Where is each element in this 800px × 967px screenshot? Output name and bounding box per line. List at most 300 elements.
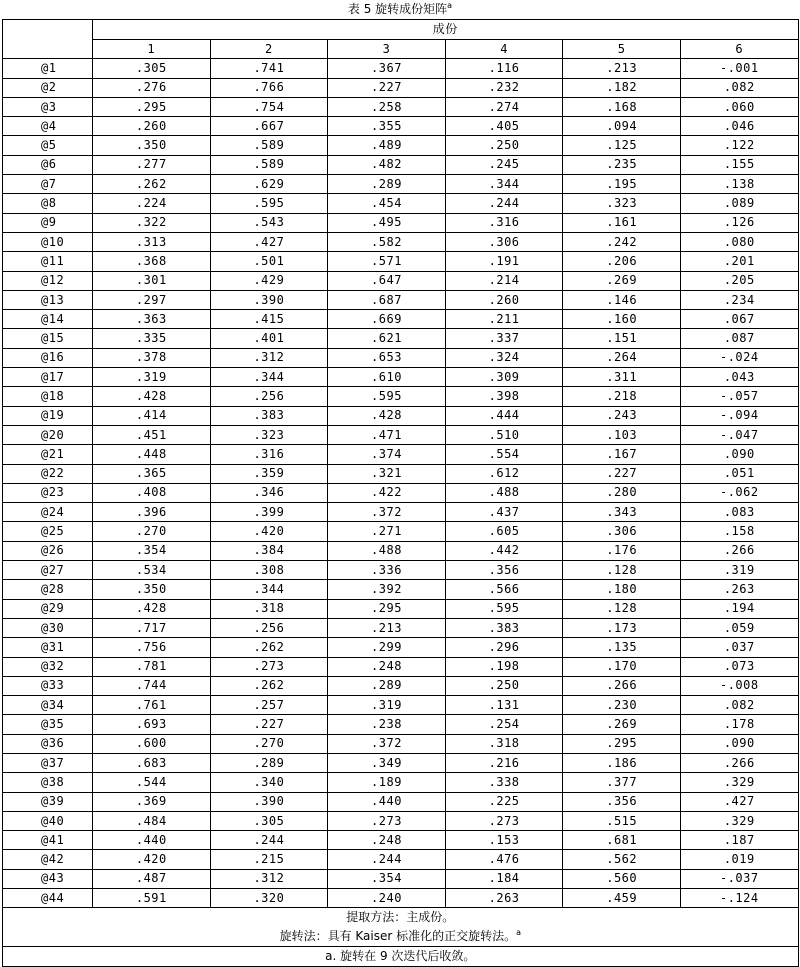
table-cell: .295 [328,599,446,618]
table-cell: .368 [93,252,211,271]
table-row [3,483,799,502]
table-row [3,773,799,792]
table-cell: .372 [328,734,446,753]
table-cell: .234 [680,290,798,309]
table-cell: .067 [680,310,798,329]
table-cell: .225 [445,792,563,811]
table-cell: .216 [445,753,563,772]
table-cell: .019 [680,850,798,869]
table-cell: .454 [328,194,446,213]
table-cell: .248 [328,657,446,676]
table-row [3,618,799,637]
table-cell: .073 [680,657,798,676]
table-cell: .289 [328,175,446,194]
footnote-rotation [3,927,799,947]
column-header-row [3,40,799,59]
table-cell: .349 [328,753,446,772]
table-cell: .135 [563,638,681,657]
table-cell: .396 [93,503,211,522]
table-cell: .544 [93,773,211,792]
table-cell: .170 [563,657,681,676]
table-cell: .398 [445,387,563,406]
table-cell: .260 [445,290,563,309]
row-label: @3 [3,97,93,116]
table-cell: .232 [445,78,563,97]
table-cell: .250 [445,136,563,155]
table-cell: .312 [210,869,328,888]
table-cell: .781 [93,657,211,676]
table-cell: .683 [93,753,211,772]
table-cell: .297 [93,290,211,309]
table-cell: .211 [445,310,563,329]
table-cell: .566 [445,580,563,599]
table-cell: .367 [328,59,446,78]
row-label: @21 [3,445,93,464]
table-cell: .309 [445,368,563,387]
row-label: @23 [3,483,93,502]
table-cell: .178 [680,715,798,734]
table-cell: .488 [328,541,446,560]
row-label: @12 [3,271,93,290]
table-cell: .271 [328,522,446,541]
table-cell: .312 [210,348,328,367]
table-cell: .612 [445,464,563,483]
table-cell: .482 [328,155,446,174]
table-cell: .218 [563,387,681,406]
table-title [0,0,800,19]
table-cell: .090 [680,734,798,753]
table-cell: .257 [210,696,328,715]
table-cell: .427 [680,792,798,811]
row-label: @44 [3,889,93,908]
table-cell: .338 [445,773,563,792]
table-cell: .356 [563,792,681,811]
table-cell: .318 [210,599,328,618]
row-label: @35 [3,715,93,734]
row-label: @41 [3,831,93,850]
row-label: @13 [3,290,93,309]
table-cell: .262 [210,638,328,657]
footnote-rotation-text: 旋转法：具有 Kaiser 标准化的正交旋转法。 [279,929,517,944]
table-cell: .245 [445,155,563,174]
table-row [3,831,799,850]
column-header-3: 3 [328,40,446,59]
table-cell: .340 [210,773,328,792]
table-row [3,117,799,136]
table-cell: .354 [93,541,211,560]
row-label: @7 [3,175,93,194]
table-row [3,599,799,618]
corner-cell [3,20,93,59]
table-cell: .595 [445,599,563,618]
table-cell: .717 [93,618,211,637]
table-cell: .103 [563,425,681,444]
table-cell: .230 [563,696,681,715]
table-cell: .543 [210,213,328,232]
table-cell: .240 [328,889,446,908]
row-label: @38 [3,773,93,792]
table-cell: .168 [563,97,681,116]
table-cell: .383 [210,406,328,425]
table-cell: .299 [328,638,446,657]
table-cell: .681 [563,831,681,850]
table-cell: .344 [445,175,563,194]
table-cell: .173 [563,618,681,637]
table-cell: .610 [328,368,446,387]
table-cell: -.047 [680,425,798,444]
table-cell: .273 [328,811,446,830]
component-group-header: 成份 [93,20,799,40]
table-cell: .273 [445,811,563,830]
table-cell: .087 [680,329,798,348]
table-cell: .116 [445,59,563,78]
table-cell: -.057 [680,387,798,406]
footnote-a: a. 旋转在 9 次迭代后收敛。 [3,947,799,967]
table-cell: .289 [210,753,328,772]
table-cell: .744 [93,676,211,695]
table-row [3,638,799,657]
table-cell: .356 [445,561,563,580]
table-cell: .667 [210,117,328,136]
row-label: @27 [3,561,93,580]
table-cell: .270 [93,522,211,541]
row-label: @29 [3,599,93,618]
table-cell: .440 [328,792,446,811]
row-label: @2 [3,78,93,97]
table-row [3,213,799,232]
table-cell: -.024 [680,348,798,367]
row-label: @14 [3,310,93,329]
table-cell: .146 [563,290,681,309]
row-label: @1 [3,59,93,78]
table-cell: .420 [210,522,328,541]
table-cell: .621 [328,329,446,348]
table-cell: .560 [563,869,681,888]
table-row [3,348,799,367]
table-cell: .089 [680,194,798,213]
footnote-rotation-superscript: a [516,928,522,938]
table-cell: .335 [93,329,211,348]
table-cell: .238 [328,715,446,734]
table-cell: .399 [210,503,328,522]
table-cell: .206 [563,252,681,271]
table-row [3,889,799,908]
footnote-extraction: 提取方法：主成份。 [3,908,799,928]
row-label: @42 [3,850,93,869]
table-cell: .322 [93,213,211,232]
table-cell: .427 [210,232,328,251]
table-cell: .080 [680,232,798,251]
table-cell: .344 [210,580,328,599]
table-row [3,464,799,483]
table-cell: -.008 [680,676,798,695]
row-label: @31 [3,638,93,657]
table-cell: .128 [563,599,681,618]
rotated-component-matrix [2,19,799,967]
table-row [3,136,799,155]
table-cell: .214 [445,271,563,290]
table-cell: .405 [445,117,563,136]
table-cell: .266 [680,541,798,560]
table-cell: .167 [563,445,681,464]
table-cell: .350 [93,136,211,155]
table-cell: .365 [93,464,211,483]
table-cell: .060 [680,97,798,116]
table-cell: .269 [563,715,681,734]
table-cell: .429 [210,271,328,290]
table-cell: .242 [563,232,681,251]
table-cell: .437 [445,503,563,522]
table-row [3,850,799,869]
table-cell: .189 [328,773,446,792]
table-cell: .451 [93,425,211,444]
table-cell: .122 [680,136,798,155]
table-cell: .306 [445,232,563,251]
table-row [3,696,799,715]
table-cell: .090 [680,445,798,464]
table-title-text: 表 5 旋转成份矩阵 [347,2,448,16]
table-cell: .254 [445,715,563,734]
table-row [3,194,799,213]
table-cell: .414 [93,406,211,425]
table-cell: .754 [210,97,328,116]
table-cell: .289 [328,676,446,695]
table-cell: .329 [680,811,798,830]
table-row [3,792,799,811]
table-cell: .693 [93,715,211,734]
table-cell: .296 [445,638,563,657]
table-cell: .160 [563,310,681,329]
table-row [3,368,799,387]
table-cell: .515 [563,811,681,830]
table-cell: .510 [445,425,563,444]
table-cell: .647 [328,271,446,290]
table-cell: .595 [328,387,446,406]
table-cell: .316 [445,213,563,232]
table-cell: .390 [210,792,328,811]
table-cell: .476 [445,850,563,869]
table-cell: .295 [93,97,211,116]
row-label: @28 [3,580,93,599]
column-header-2: 2 [210,40,328,59]
table-cell: .487 [93,869,211,888]
table-cell: .378 [93,348,211,367]
table-cell: .182 [563,78,681,97]
table-cell: .213 [328,618,446,637]
table-cell: .591 [93,889,211,908]
table-cell: .359 [210,464,328,483]
table-row [3,329,799,348]
table-cell: .205 [680,271,798,290]
table-cell: .180 [563,580,681,599]
row-label: @34 [3,696,93,715]
table-cell: .319 [328,696,446,715]
table-row [3,425,799,444]
table-cell: .336 [328,561,446,580]
table-cell: .384 [210,541,328,560]
table-cell: .305 [210,811,328,830]
table-row [3,869,799,888]
table-cell: .186 [563,753,681,772]
table-cell: .595 [210,194,328,213]
table-cell: .256 [210,387,328,406]
row-label: @19 [3,406,93,425]
table-cell: .082 [680,696,798,715]
table-cell: .415 [210,310,328,329]
table-cell: .215 [210,850,328,869]
table-cell: .260 [93,117,211,136]
table-cell: .194 [680,599,798,618]
table-cell: .422 [328,483,446,502]
table-cell: .274 [445,97,563,116]
table-cell: .161 [563,213,681,232]
table-body [3,59,799,908]
table-row [3,175,799,194]
table-row [3,753,799,772]
table-cell: .369 [93,792,211,811]
row-label: @39 [3,792,93,811]
table-cell: .442 [445,541,563,560]
table-cell: .377 [563,773,681,792]
table-cell: .501 [210,252,328,271]
table-cell: .195 [563,175,681,194]
table-row [3,522,799,541]
table-cell: .484 [93,811,211,830]
row-label: @32 [3,657,93,676]
table-cell: .184 [445,869,563,888]
table-cell: .337 [445,329,563,348]
table-cell: .243 [563,406,681,425]
table-cell: .495 [328,213,446,232]
table-cell: .448 [93,445,211,464]
table-cell: .153 [445,831,563,850]
table-row [3,715,799,734]
table-cell: .408 [93,483,211,502]
table-row [3,541,799,560]
table-cell: .262 [210,676,328,695]
table-cell: .383 [445,618,563,637]
table-cell: .244 [445,194,563,213]
table-row [3,811,799,830]
table-cell: .235 [563,155,681,174]
table-cell: .262 [93,175,211,194]
table-cell: -.037 [680,869,798,888]
table-cell: .471 [328,425,446,444]
table-cell: .306 [563,522,681,541]
table-cell: .277 [93,155,211,174]
column-header-6: 6 [680,40,798,59]
row-label: @22 [3,464,93,483]
table-cell: .489 [328,136,446,155]
table-cell: .374 [328,445,446,464]
row-label: @6 [3,155,93,174]
table-cell: .280 [563,483,681,502]
table-cell: .138 [680,175,798,194]
row-label: @33 [3,676,93,695]
row-label: @4 [3,117,93,136]
table-cell: .191 [445,252,563,271]
table-row [3,561,799,580]
table-cell: .428 [93,387,211,406]
table-cell: .313 [93,232,211,251]
table-cell: .176 [563,541,681,560]
table-cell: .082 [680,78,798,97]
row-label: @18 [3,387,93,406]
table-cell: .766 [210,78,328,97]
table-cell: .372 [328,503,446,522]
table-cell: .444 [445,406,563,425]
table-cell: .363 [93,310,211,329]
table-cell: .354 [328,869,446,888]
row-label: @24 [3,503,93,522]
table-cell: .428 [328,406,446,425]
table-cell: .258 [328,97,446,116]
table-cell: .600 [93,734,211,753]
table-cell: .131 [445,696,563,715]
table-row [3,97,799,116]
table-cell: .213 [563,59,681,78]
table-row [3,387,799,406]
row-label: @15 [3,329,93,348]
table-cell: .392 [328,580,446,599]
row-label: @20 [3,425,93,444]
table-row [3,155,799,174]
table-cell: .244 [210,831,328,850]
table-cell: .128 [563,561,681,580]
table-cell: .401 [210,329,328,348]
table-cell: .589 [210,155,328,174]
row-label: @16 [3,348,93,367]
table-cell: .301 [93,271,211,290]
table-cell: .428 [93,599,211,618]
table-cell: .687 [328,290,446,309]
table-cell: .250 [445,676,563,695]
table-row [3,78,799,97]
table-cell: .037 [680,638,798,657]
row-label: @10 [3,232,93,251]
table-row [3,580,799,599]
table-cell: .263 [445,889,563,908]
table-cell: .263 [680,580,798,599]
table-cell: .321 [328,464,446,483]
row-label: @40 [3,811,93,830]
table-cell: .343 [563,503,681,522]
table-cell: .324 [445,348,563,367]
table-cell: .269 [563,271,681,290]
table-cell: .669 [328,310,446,329]
table-cell: .554 [445,445,563,464]
table-cell: .318 [445,734,563,753]
table-cell: .227 [563,464,681,483]
column-header-4: 4 [445,40,563,59]
row-label: @17 [3,368,93,387]
table-title-superscript: a [447,1,453,10]
table-cell: .756 [93,638,211,657]
row-label: @36 [3,734,93,753]
row-label: @30 [3,618,93,637]
table-cell: .308 [210,561,328,580]
table-cell: .319 [93,368,211,387]
table-cell: .355 [328,117,446,136]
row-label: @37 [3,753,93,772]
table-cell: .051 [680,464,798,483]
table-cell: .741 [210,59,328,78]
table-cell: .329 [680,773,798,792]
table-cell: .629 [210,175,328,194]
row-label: @11 [3,252,93,271]
table-cell: .316 [210,445,328,464]
table-cell: .319 [680,561,798,580]
